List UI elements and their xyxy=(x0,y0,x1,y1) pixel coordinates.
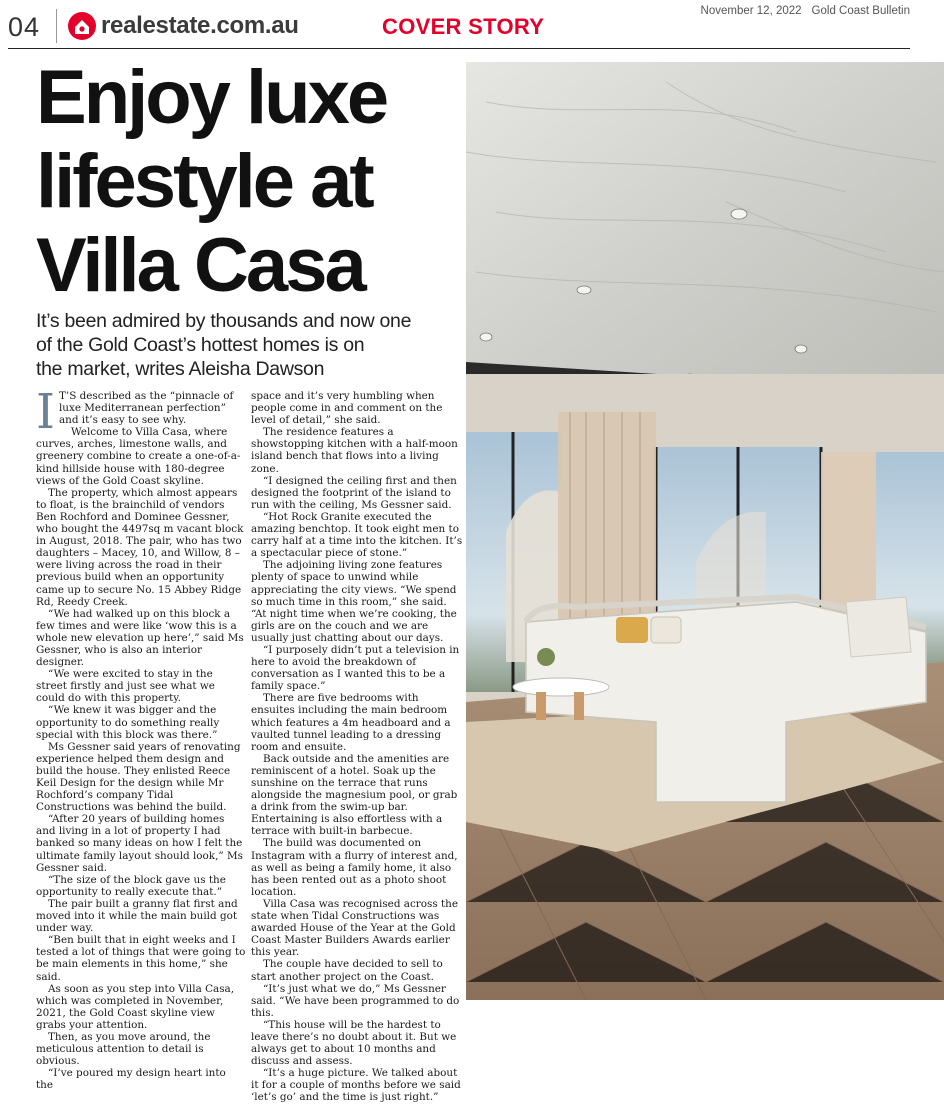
body-paragraph: The couple have decided to sell to start another project on the Coast. xyxy=(251,958,443,983)
house-pin-icon xyxy=(67,11,97,41)
body-paragraph: “Hot Rock Granite executed the amazing benchtop. It took eight men to carry half at a time into the kitchen. It’s a spectacular piece of stone.” xyxy=(251,510,463,560)
body-paragraph: “I purposely didn’t put a television in here to avoid the breakdown of conversation as I wanted this to be a family space.” xyxy=(251,643,460,693)
paragraph-text: T’S described as the “pinnacle of luxe Mediterranean perfection” and it’s easy to see why. xyxy=(58,390,234,427)
dateline xyxy=(701,5,910,17)
body-column-2 xyxy=(251,390,463,1104)
body-paragraph: “This house will be the hardest to leave there’s no doubt about it. But we always get to about 10 months and discuss and assess. xyxy=(251,1018,457,1068)
body-paragraph: The build was documented on Instagram with a flurry of interest and, as well as being a family home, it also has been rented out as a photo shoot location. xyxy=(251,837,458,898)
body-paragraph: “We were excited to stay in the street firstly and just see what we could do with this property. xyxy=(36,668,215,705)
body-paragraph: “We had walked up on this block a few times and were like ‘wow this is a whole new elevation up here’,” said Ms Gessner, who is also an interior designer. xyxy=(36,607,244,669)
body-paragraph: “I designed the ceiling first and then designed the footprint of the island to run with the ceiling, Ms Gessner said. xyxy=(251,474,457,511)
page-number: 04 xyxy=(8,12,41,42)
body-paragraph: Back outside and the amenities are reminiscent of a hotel. Soak up the sunshine on the terrace that runs alongside the magnesium pool, or grab a drink from the swim-up bar. Entertaining is also effortless with a terrace with built-in barbecue. xyxy=(251,752,458,838)
standfirst-line: of the Gold Coast’s hottest homes is on xyxy=(36,334,365,356)
body-paragraph: “The size of the block gave us the opportunity to really execute that.” xyxy=(36,873,226,898)
headline-line: Enjoy luxe xyxy=(36,55,387,140)
body-paragraph: The adjoining living zone features plenty of space to unwind while appreciating the city views. “We spend so much time in this room,” she said. “At night time when we’re cooking, the girls are on the couch and we are usually just chatting about our days. xyxy=(251,559,457,644)
publication-name: Gold Coast Bulletin xyxy=(811,5,910,17)
body-paragraph: space and it’s very humbling when people come in and comment on the level of detail,” she said. xyxy=(251,390,443,427)
body-paragraph: “It’s just what we do,” Ms Gessner said. “We have been programmed to do this. xyxy=(251,982,460,1019)
body-paragraph: The residence features a showstopping kitchen with a half-moon island bench that flows into a living zone. xyxy=(251,426,458,475)
headline-line: lifestyle at xyxy=(36,139,372,224)
headline xyxy=(36,56,456,308)
body-paragraph: “After 20 years of building homes and living in a lot of property I had banked so many ideas on how I felt the ultimate family layout should look,” Ms Gessner said. xyxy=(36,813,243,874)
villa-living-room-photo xyxy=(466,62,944,1000)
body-paragraph: The property, which almost appears to float, is the brainchild of vendors Ben Rochford and Dominee Gessner, who bought the 4497sq m vacant block in August, 2018. The pair, who has two daughters – Macey, 10, and Willow, 8 – were living across the road in their previous build when an opportunity came up to secure No. 15 Abbey Ridge Rd, Reedy Creek. xyxy=(36,486,244,608)
headline-line: Villa Casa xyxy=(36,223,364,308)
header-rule xyxy=(8,48,910,49)
body-paragraph: “We knew it was bigger and the opportunity to do something really special with this block was there.” xyxy=(36,704,220,741)
header-divider xyxy=(56,9,57,43)
body-paragraph: “Ben built that in eight weeks and I tested a lot of things that were going to be main elements in this home,” she said. xyxy=(36,934,246,983)
standfirst xyxy=(36,309,456,381)
body-column-1 xyxy=(36,384,246,1092)
realestate-logo[interactable] xyxy=(67,10,299,42)
standfirst-line: the market, writes Aleisha Dawson xyxy=(36,358,325,380)
body-paragraph: Welcome to Villa Casa, where curves, arches, limestone walls, and greenery combine to create a one-of-a-kind hillside house with 180-degree views of the Gold Coast skyline. xyxy=(36,426,241,487)
logo-text: realestate.com.au xyxy=(101,12,299,39)
issue-date: November 12, 2022 xyxy=(700,5,802,17)
section-label: COVER STORY xyxy=(382,14,545,39)
body-paragraph: As soon as you step into Villa Casa, which was completed in November, 2021, the Gold Coast skyline view grabs your attention. xyxy=(36,982,235,1031)
page-header xyxy=(0,0,944,50)
body-paragraph: There are five bedrooms with ensuites including the main bedroom which features a 4m headboard and a vaulted tunnel leading to a dressing room and ensuite. xyxy=(251,692,451,753)
body-paragraph: The pair built a granny flat first and moved into it while the main build got under way. xyxy=(36,897,238,935)
body-paragraph: Ms Gessner said years of renovating experience helped them design and build the house. They enlisted Reece Keil Design for the design while Mr Rochford’s company Tidal Constructions was behind the build. xyxy=(36,740,241,814)
body-paragraph: Then, as you move around, the meticulous attention to detail is obvious. xyxy=(36,1030,211,1068)
body-paragraph xyxy=(36,384,246,440)
body-paragraph: “I’ve poured my design heart into the xyxy=(36,1067,226,1092)
dropcap: I xyxy=(36,384,55,440)
living-room-illustration xyxy=(466,62,944,1000)
body-paragraph: Villa Casa was recognised across the state when Tidal Constructions was awarded House of the Year at the Gold Coast Master Builders Awards earlier this year. xyxy=(251,897,459,959)
body-paragraph: “It’s a huge picture. We talked about it for a couple of months before we said ‘let’s go’ and the time is just right.” xyxy=(251,1067,461,1104)
standfirst-line: It’s been admired by thousands and now one xyxy=(36,310,412,332)
